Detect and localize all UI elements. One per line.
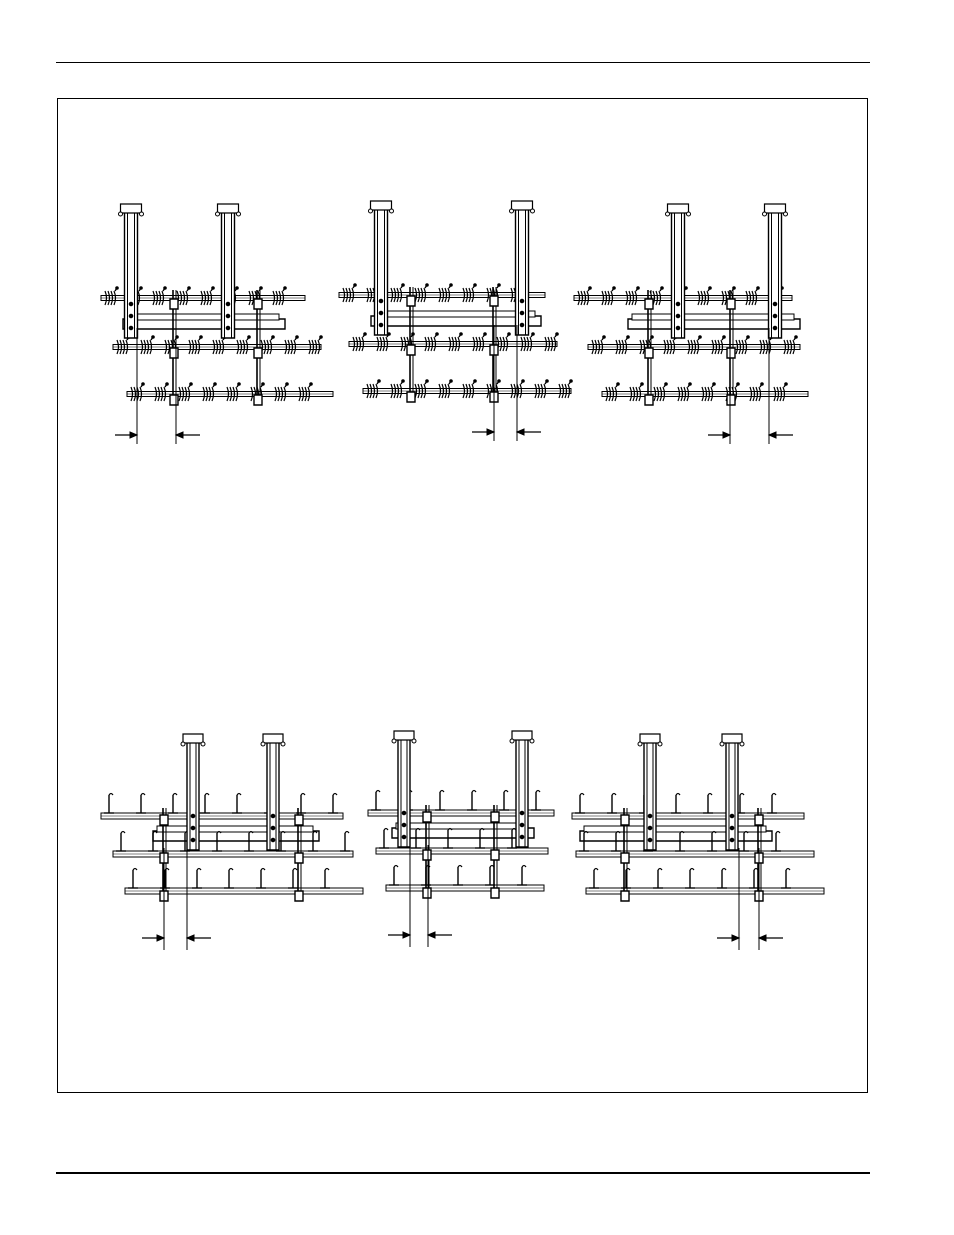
bar-clamp	[423, 850, 431, 860]
hitch-mast	[644, 736, 656, 850]
hitch-mast	[516, 733, 528, 847]
hitch-bracket	[183, 734, 203, 743]
bar-clamp	[490, 296, 498, 306]
hitch-bracket	[765, 204, 786, 213]
bar-clamp	[160, 815, 168, 825]
bar-clamp	[407, 345, 415, 355]
hitch-bracket	[394, 731, 414, 740]
bar-clamp	[491, 888, 499, 898]
bar-clamp	[645, 299, 653, 309]
figure-top-left	[95, 198, 345, 448]
hitch-bracket	[512, 731, 532, 740]
bar-clamp	[727, 299, 735, 309]
bar-clamp	[254, 299, 262, 309]
hitch-bracket	[640, 734, 660, 743]
hitch-bracket	[121, 204, 142, 213]
harrow-drawing	[568, 728, 828, 953]
bar-clamp	[295, 815, 303, 825]
bar-clamp	[423, 812, 431, 822]
bar-clamp	[645, 348, 653, 358]
harrow-drawing	[95, 198, 345, 448]
figure-bottom-left	[95, 728, 365, 953]
bar-clamp	[254, 348, 262, 358]
hitch-bracket	[218, 204, 239, 213]
bar-clamp	[621, 853, 629, 863]
figure-top-middle	[335, 195, 585, 445]
bar-clamp	[621, 891, 629, 901]
bar-clamp	[727, 348, 735, 358]
bar-clamp	[491, 850, 499, 860]
bar-clamp	[254, 395, 262, 405]
bar-clamp	[295, 891, 303, 901]
header-rule	[56, 62, 870, 63]
bar-clamp	[170, 395, 178, 405]
bar-clamp	[423, 888, 431, 898]
bar-clamp	[407, 392, 415, 402]
hitch-bracket	[722, 734, 742, 743]
bar-clamp	[727, 395, 735, 405]
hitch-mast	[398, 733, 410, 847]
bar-clamp	[407, 296, 415, 306]
bar-clamp	[170, 299, 178, 309]
bar-clamp	[621, 815, 629, 825]
bar-clamp	[645, 395, 653, 405]
hitch-mast	[267, 736, 279, 850]
figure-top-right	[570, 198, 820, 448]
harrow-drawing	[335, 195, 585, 445]
footer-rule	[56, 1172, 870, 1174]
harrow-drawing	[570, 198, 820, 448]
harrow-drawing	[362, 725, 562, 950]
hitch-mast	[726, 736, 738, 850]
bar-clamp	[491, 812, 499, 822]
figure-bottom-middle	[362, 725, 562, 950]
figure-bottom-right	[568, 728, 828, 953]
bar-clamp	[295, 853, 303, 863]
hitch-bracket	[263, 734, 283, 743]
bar-clamp	[755, 815, 763, 825]
hitch-bracket	[668, 204, 689, 213]
hitch-bracket	[371, 201, 392, 210]
bar-clamp	[170, 348, 178, 358]
hitch-mast	[187, 736, 199, 850]
hitch-bracket	[512, 201, 533, 210]
harrow-drawing	[95, 728, 365, 953]
